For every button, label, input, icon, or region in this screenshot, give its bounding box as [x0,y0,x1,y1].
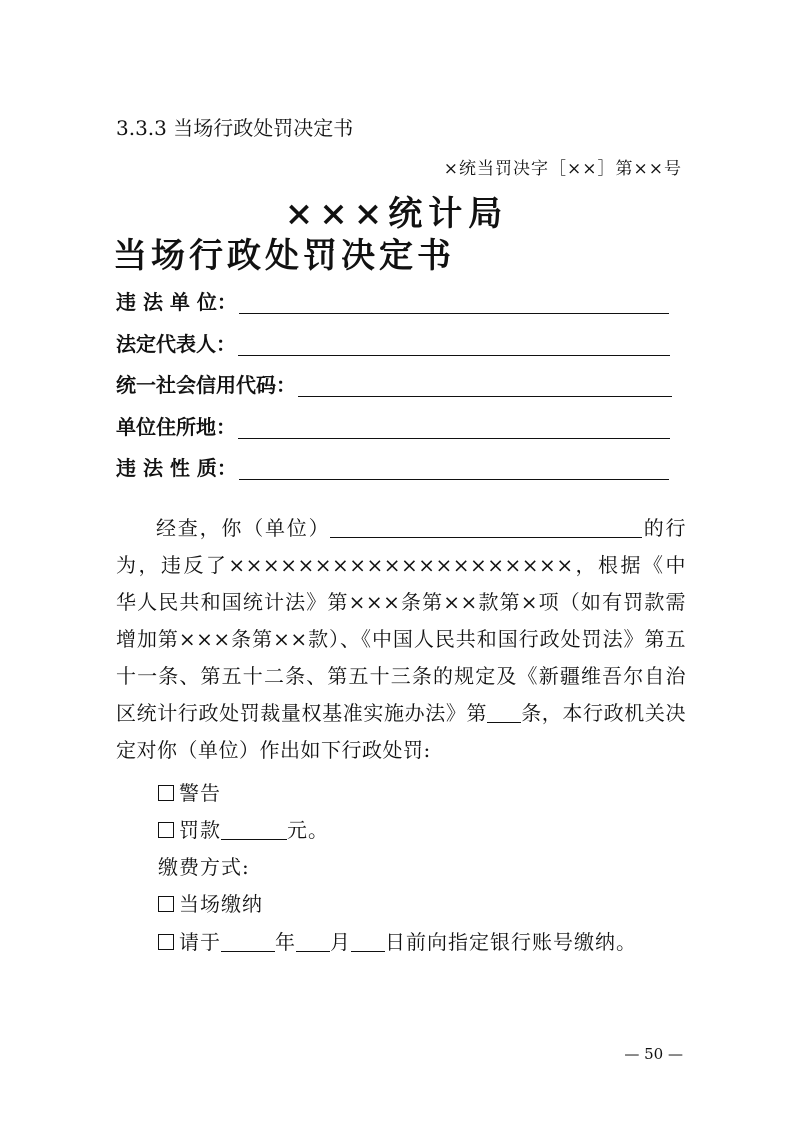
fill-in-blank [487,700,521,723]
fill-in-line [239,457,669,480]
field-violating-unit [116,286,669,314]
fill-in-blank [296,929,330,952]
checkbox[interactable] [158,785,174,801]
document-title: 当场行政处罚决定书 [113,236,455,276]
fill-in-line [238,333,670,356]
fill-in-blank [221,817,287,840]
field-unit-address [116,411,670,439]
paragraph-text: 的行为，违反了××××××××××××××××××××，根据《中华人民共和国统计法》第×××条第××款第×项（如有罚款需增加第×××条第××款）、《中国人民共和国行政处罚法》第五十一条、第五十二条、第五十三条的规定及《新疆维吾尔自治区统计行政处罚裁量权基准实施办法》第 [116,516,687,725]
option-label: 日前向指定银行账号缴纳。 [385,930,637,954]
fill-in-blank [351,929,385,952]
fill-in-line [239,291,669,314]
field-label: 单位住所地： [116,415,236,439]
option-label: 请于 [179,930,221,954]
fill-in-line [298,374,672,397]
field-credit-code [116,369,672,397]
option-label: 年 [275,930,296,954]
field-label: 统一社会信用代码： [116,373,296,397]
fill-in-blank [330,515,642,538]
option-label: 元。 [287,818,329,842]
option-label: 当场缴纳 [179,892,263,916]
option-label: 月 [330,930,351,954]
option-label: 警告 [179,781,221,805]
option-warning [158,779,221,807]
field-label: 违 法 性 质： [116,456,237,480]
checkbox[interactable] [158,934,174,950]
option-bank-payment [158,928,637,956]
field-label: 法定代表人： [116,332,236,356]
field-legal-representative [116,328,670,356]
decision-paragraph [116,510,686,769]
document-number: ×统当罚决字［××］第××号 [443,159,682,179]
field-label: 违 法 单 位： [116,290,237,314]
field-violation-nature [116,452,669,480]
section-heading: 3.3.3 当场行政处罚决定书 [116,116,354,140]
option-onsite-payment [158,890,263,918]
option-label: 罚款 [179,818,221,842]
checkbox[interactable] [158,822,174,838]
issuing-authority: ×××统计局 [284,194,509,234]
option-fine [158,816,329,844]
payment-method-heading: 缴费方式: [158,855,250,879]
fill-in-blank [221,929,275,952]
checkbox[interactable] [158,896,174,912]
paragraph-text: 经查，你（单位） [156,516,331,540]
page-number: — 50 — [624,1045,683,1063]
fill-in-line [238,416,670,439]
paragraph-text: 条，本行政机关决定对你（单位）作出如下行政处罚: [116,701,687,762]
